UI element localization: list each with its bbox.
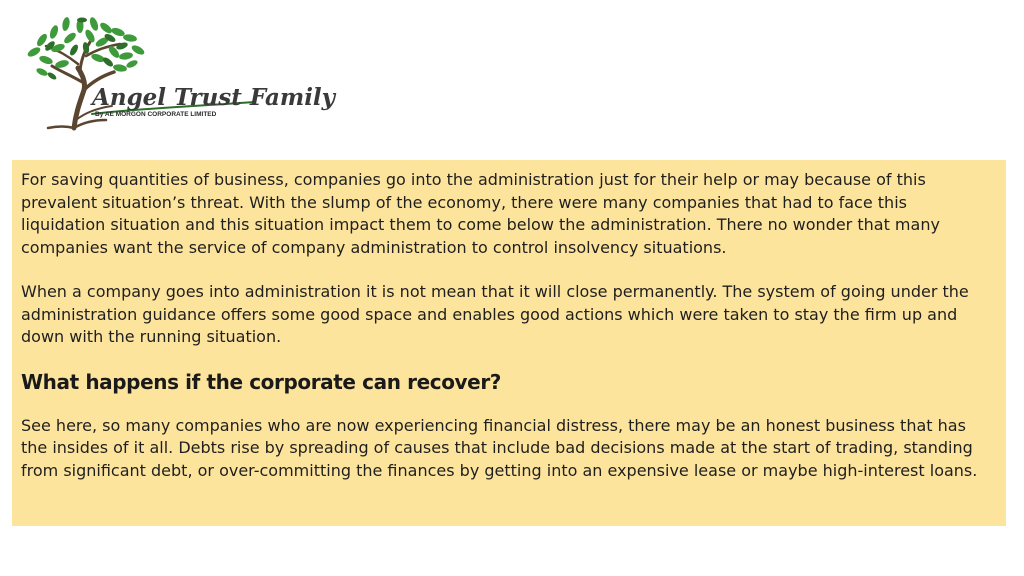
logo-title: Angel Trust Family [92,84,336,111]
spacer [21,395,994,415]
spacer [21,349,994,369]
content-box [12,160,1006,526]
logo [22,16,336,132]
spacer [21,259,994,281]
paragraph-1: For saving quantities of business, companies go into the administration just for their help or may because of this prevalent situation’s threat. With the slump of the economy, there were many companies that had to face this liquidation situation and this situation impact them to come below the administration. There no wonder that many companies want the service of company administration to control insolvency situations. [21,170,940,257]
paragraph-2: When a company goes into administration it is not mean that it will close permanently. The system of going under the administration guidance offers some good space and enables good actions which were taken to stay the firm up and down with the running situation. [21,282,969,346]
logo-subtitle: By AE MORGON CORPORATE LIMITED [95,111,217,118]
section-heading: What happens if the corporate can recover? [21,369,502,394]
paragraph-3: See here, so many companies who are now experiencing financial distress, there may be an honest business that has the insides of it all. Debts rise by spreading of causes that include bad decisions made at the start of trading, standing from significant debt, or over-committing the finances by getting into an expensive lease or maybe high-interest loans. [21,415,978,480]
